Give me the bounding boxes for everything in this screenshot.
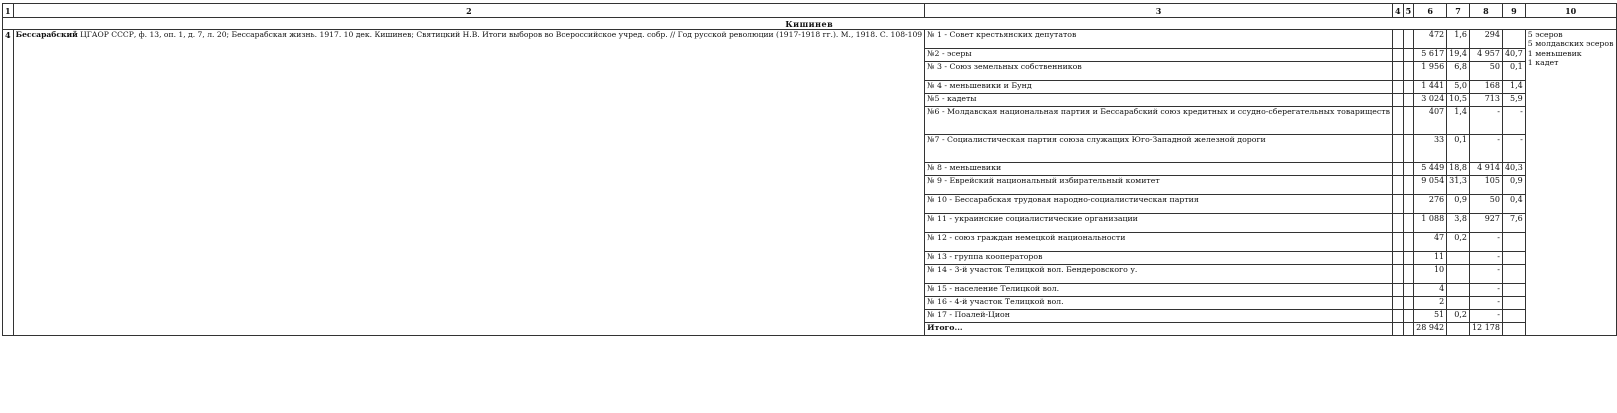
percent-value: 31,3: [1447, 176, 1470, 195]
party-name: Итого...: [925, 323, 1393, 336]
entry-number: 4: [3, 30, 14, 336]
header-row: [3, 4, 1617, 18]
cell-col4: [1393, 107, 1404, 135]
party-name: №7 - Социалистическая партия союза служащих Юго-Западной железной дороги: [925, 135, 1393, 163]
party-name: № 8 - меньшевики: [925, 163, 1393, 176]
votes-value: 1 441: [1414, 81, 1447, 94]
column-header: 3: [925, 4, 1393, 18]
column-header: 1: [3, 4, 14, 18]
col8-value: 50: [1469, 62, 1502, 81]
percent-value: [1447, 284, 1470, 297]
col8-value: 713: [1469, 94, 1502, 107]
result-line: 1 меньшевик: [1527, 48, 1582, 58]
col9-value: [1502, 265, 1525, 284]
col9-value: [1502, 233, 1525, 252]
votes-value: 47: [1414, 233, 1447, 252]
column-header: 4: [1393, 4, 1404, 18]
col8-value: 294: [1469, 30, 1502, 49]
col8-value: -: [1469, 284, 1502, 297]
votes-value: 11: [1414, 252, 1447, 265]
cell-col4: [1393, 49, 1404, 62]
cell-col5: [1403, 107, 1414, 135]
col8-value: 4 914: [1469, 163, 1502, 176]
cell-col5: [1403, 176, 1414, 195]
cell-col4: [1393, 135, 1404, 163]
percent-value: 1,4: [1447, 107, 1470, 135]
percent-value: [1447, 323, 1470, 336]
col8-value: 50: [1469, 195, 1502, 214]
party-name: № 1 - Совет крестьянских депутатов: [925, 30, 1393, 49]
cell-col4: [1393, 297, 1404, 310]
party-name: №6 - Молдавская национальная партия и Бессарабский союз кредитных и ссудно-сберегательных товариществ: [925, 107, 1393, 135]
col8-value: -: [1469, 265, 1502, 284]
col9-value: [1502, 297, 1525, 310]
cell-col5: [1403, 297, 1414, 310]
cell-col5: [1403, 310, 1414, 323]
result-line: 1 кадет: [1527, 58, 1559, 68]
col9-value: -: [1502, 135, 1525, 163]
cell-col4: [1393, 30, 1404, 49]
column-header: 6: [1414, 4, 1447, 18]
cell-col4: [1393, 62, 1404, 81]
col9-value: -: [1502, 107, 1525, 135]
col9-value: [1502, 310, 1525, 323]
party-name: №2 - эсеры: [925, 49, 1393, 62]
votes-value: 407: [1414, 107, 1447, 135]
cell-col4: [1393, 310, 1404, 323]
cell-col4: [1393, 94, 1404, 107]
table-row: [3, 30, 1617, 49]
votes-value: 9 054: [1414, 176, 1447, 195]
col9-value: [1502, 323, 1525, 336]
votes-value: 33: [1414, 135, 1447, 163]
col9-value: 0,9: [1502, 176, 1525, 195]
source-cell: [13, 30, 925, 336]
votes-value: 28 942: [1414, 323, 1447, 336]
col8-value: 105: [1469, 176, 1502, 195]
cell-col5: [1403, 214, 1414, 233]
votes-value: 2: [1414, 297, 1447, 310]
party-name: № 11 - украинские социалистические организации: [925, 214, 1393, 233]
col9-value: 40,7: [1502, 49, 1525, 62]
party-name: № 4 - меньшевики и Бунд: [925, 81, 1393, 94]
votes-value: 51: [1414, 310, 1447, 323]
percent-value: 18,8: [1447, 163, 1470, 176]
result-line: 5 молдавских эсеров: [1527, 39, 1614, 49]
cell-col5: [1403, 323, 1414, 336]
result-line: 5 эсеров: [1527, 30, 1563, 39]
election-results-table: [2, 3, 1617, 336]
party-name: № 15 - население Телицкой вол.: [925, 284, 1393, 297]
cell-col5: [1403, 265, 1414, 284]
cell-col5: [1403, 62, 1414, 81]
percent-value: [1447, 297, 1470, 310]
percent-value: 3,8: [1447, 214, 1470, 233]
votes-value: 1 088: [1414, 214, 1447, 233]
col9-value: 40,3: [1502, 163, 1525, 176]
party-name: № 3 - Союз земельных собственников: [925, 62, 1393, 81]
col8-value: 168: [1469, 81, 1502, 94]
party-name: № 12 - союз граждан немецкой национальности: [925, 233, 1393, 252]
cell-col5: [1403, 30, 1414, 49]
votes-value: 1 956: [1414, 62, 1447, 81]
cell-col5: [1403, 195, 1414, 214]
cell-col5: [1403, 233, 1414, 252]
votes-value: 4: [1414, 284, 1447, 297]
party-name: № 16 - 4-й участок Телицкой вол.: [925, 297, 1393, 310]
column-header: 8: [1469, 4, 1502, 18]
col9-value: [1502, 30, 1525, 49]
votes-value: 5 449: [1414, 163, 1447, 176]
percent-value: 0,2: [1447, 233, 1470, 252]
party-name: № 13 - группа кооператоров: [925, 252, 1393, 265]
votes-value: 10: [1414, 265, 1447, 284]
percent-value: 10,5: [1447, 94, 1470, 107]
party-name: № 10 - Бессарабская трудовая народно-социалистическая партия: [925, 195, 1393, 214]
percent-value: 19,4: [1447, 49, 1470, 62]
column-header: 9: [1502, 4, 1525, 18]
col8-value: 12 178: [1469, 323, 1502, 336]
votes-value: 472: [1414, 30, 1447, 49]
col9-value: [1502, 252, 1525, 265]
votes-value: 276: [1414, 195, 1447, 214]
cell-col5: [1403, 135, 1414, 163]
percent-value: 0,1: [1447, 135, 1470, 163]
col9-value: 7,6: [1502, 214, 1525, 233]
cell-col5: [1403, 49, 1414, 62]
party-name: №5 - кадеты: [925, 94, 1393, 107]
cell-col5: [1403, 94, 1414, 107]
column-header: 5: [1403, 4, 1414, 18]
column-header: 7: [1447, 4, 1470, 18]
percent-value: [1447, 265, 1470, 284]
column-header: 2: [13, 4, 925, 18]
col9-value: 0,4: [1502, 195, 1525, 214]
party-name: № 17 - Поалей-Цион: [925, 310, 1393, 323]
col8-value: -: [1469, 107, 1502, 135]
cell-col4: [1393, 284, 1404, 297]
city-row: [3, 18, 1617, 30]
cell-col4: [1393, 252, 1404, 265]
column-header: 10: [1525, 4, 1616, 18]
cell-col4: [1393, 265, 1404, 284]
cell-col5: [1403, 284, 1414, 297]
col9-value: [1502, 284, 1525, 297]
percent-value: 6,8: [1447, 62, 1470, 81]
col8-value: -: [1469, 135, 1502, 163]
percent-value: 1,6: [1447, 30, 1470, 49]
cell-col4: [1393, 81, 1404, 94]
party-name: № 14 - 3-й участок Телицкой вол. Бендеровского у.: [925, 265, 1393, 284]
votes-value: 3 024: [1414, 94, 1447, 107]
source-text: ЦГАОР СССР, ф. 13, оп. 1, д. 7, л. 20; Бессарабская жизнь. 1917. 10 дек. Кишинев; Святицкий Н.В. Итоги выборов во Всероссийское учред. собр. // Год русской революции (1917-1918 гг.). М., 1918. С. 108-109: [80, 30, 923, 39]
col8-value: -: [1469, 252, 1502, 265]
cell-col4: [1393, 163, 1404, 176]
col9-value: 0,1: [1502, 62, 1525, 81]
cell-col4: [1393, 323, 1404, 336]
percent-value: 0,2: [1447, 310, 1470, 323]
cell-col4: [1393, 214, 1404, 233]
votes-value: 5 617: [1414, 49, 1447, 62]
col9-value: 1,4: [1502, 81, 1525, 94]
cell-col5: [1403, 163, 1414, 176]
city-name: Кишинев: [3, 18, 1617, 30]
col8-value: -: [1469, 233, 1502, 252]
party-name: № 9 - Еврейский национальный избирательный комитет: [925, 176, 1393, 195]
cell-col5: [1403, 252, 1414, 265]
col8-value: -: [1469, 297, 1502, 310]
col9-value: 5,9: [1502, 94, 1525, 107]
percent-value: [1447, 252, 1470, 265]
col8-value: -: [1469, 310, 1502, 323]
source-title: Бессарабский: [15, 30, 78, 39]
col8-value: 927: [1469, 214, 1502, 233]
cell-col4: [1393, 176, 1404, 195]
percent-value: 0,9: [1447, 195, 1470, 214]
col8-value: 4 957: [1469, 49, 1502, 62]
cell-col4: [1393, 195, 1404, 214]
results-cell: [1525, 30, 1616, 336]
cell-col5: [1403, 81, 1414, 94]
percent-value: 5,0: [1447, 81, 1470, 94]
cell-col4: [1393, 233, 1404, 252]
